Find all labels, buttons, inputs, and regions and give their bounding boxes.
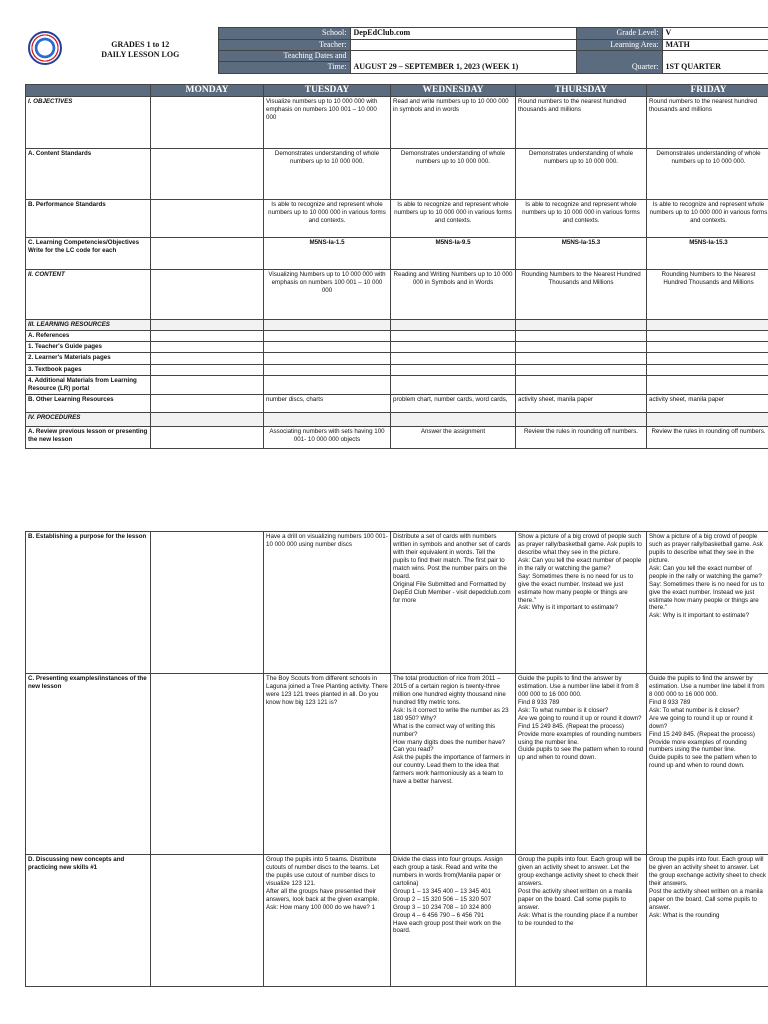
row-label: A. Content Standards [26,149,151,200]
lesson-table-page-1 [25,84,768,449]
cell-tuesday: Visualizing Numbers up to 10 000 000 with emphasis on numbers 100 001 – 10 000 000 [264,270,391,320]
cell-monday [151,855,264,987]
school-label: School: [218,28,350,40]
cell-wednesday: problem chart, number cards, word cards, [391,394,516,412]
lesson-row [26,320,768,331]
cell-wednesday [391,330,516,341]
day-header-thursday: THURSDAY [516,85,647,97]
lesson-row [26,149,768,200]
cell-tuesday [264,375,391,394]
cell-thursday: Rounding Numbers to the Nearest Hundred Thousands and Millions [516,270,647,320]
cell-monday [151,352,264,364]
cell-thursday [516,412,647,426]
cell-tuesday: Associating numbers with sets having 100 001- 10 000 000 objects [264,426,391,448]
cell-tuesday: Have a drill on visualizing numbers 100 001- 10 000 000 using number discs [264,532,391,674]
cell-thursday: M5NS-Ia-15.3 [516,238,647,270]
cell-monday [151,238,264,270]
cell-thursday [516,375,647,394]
lesson-row [26,97,768,149]
cell-wednesday: Answer the assignment [391,426,516,448]
cell-monday [151,320,264,331]
cell-friday: M5NS-Ia-15.3 [647,238,768,270]
cell-wednesday: The total production of rice from 2011 – 2015 of a certain region is twenty-three million one hundred eighty thousand nine hundred fifty metric tons. Ask: Is it correct to write the number as 23 180 950? Why? What is the correct way of writing this number? How many digits does the number have? Can you read? Ask the pupils the importance of farmers in our country. Lead them to the idea that farmers work harmoniously as a team to have a better harvest. [391,674,516,855]
cell-thursday: Is able to recognize and represent whole numbers up to 10 000 000 in various forms and contexts. [516,200,647,238]
cell-friday: Is able to recognize and represent whole numbers up to 10 000 000 in various forms and contexts. [647,200,768,238]
cell-wednesday [391,320,516,331]
cell-monday [151,674,264,855]
lesson-row [26,238,768,270]
cell-friday: Round numbers to the nearest hundred thousands and millions [647,97,768,149]
cell-tuesday [264,364,391,375]
day-header-monday: MONDAY [151,85,264,97]
lesson-table-page-2 [25,531,768,987]
lesson-row [26,412,768,426]
teacher-value [350,40,576,51]
cell-monday [151,394,264,412]
cell-wednesday [391,341,516,352]
cell-monday [151,97,264,149]
cell-tuesday [264,412,391,426]
lesson-row [26,364,768,375]
deped-seal-icon [28,31,62,65]
cell-friday [647,330,768,341]
form-title [63,28,218,74]
cell-tuesday: Visualize numbers up to 10 000 000 with emphasis on numbers 100 001 – 10 000 000 [264,97,391,149]
cell-thursday: Review the rules in rounding off numbers. [516,426,647,448]
cell-friday: Guide the pupils to find the answer by estimation. Use a number line label it from 8 000 000 to 16 000 000. Find 8 933 789 Ask: To what number is it closer? Are we going to round it up or round it down? Find 15 249 845. (Repeat the process) Provide more examples of rounding numbers using the number line. Guide pupils to see the pattern when to round up and when to round down. [647,674,768,855]
row-label: III. LEARNING RESOURCES [26,320,151,331]
row-label: 4. Additional Materials from Learning Resource (LR) portal [26,375,151,394]
row-label: II. CONTENT [26,270,151,320]
row-label: IV. PROCEDURES [26,412,151,426]
cell-tuesday: Group the pupils into 5 teams. Distribute cutouts of number discs to the teams. Let the pupils use cutout of number discs to visualize 123 121. After all the groups have presented their answers, look back at the given example. Ask: How many 100 000 do we have? 1 [264,855,391,987]
cell-thursday [516,341,647,352]
header-table [25,27,768,74]
cell-monday [151,330,264,341]
cell-friday: Demonstrates understanding of whole numbers up to 10 000 000. [647,149,768,200]
cell-wednesday: Distribute a set of cards with numbers written in symbols and another set of cards with their equivalent in words. Tell the pupils to find their match. The first pair to match wins. Post the number pairs on the board. Original File Submitted and Formatted by DepEd Club Member - visit depedclub.com for more [391,532,516,674]
cell-wednesday: Demonstrates understanding of whole numbers up to 10 000 000. [391,149,516,200]
cell-friday: Show a picture of a big crowd of people such as prayer rally/basketball game. Ask pupils to describe what they see in the picture. Ask: Can you tell the exact number of people in the rally or watching the game? Say: Sometimes there is no need for us to give the exact number. Instead we just estimate how many people or things are there." Ask: Why is it important to estimate? [647,532,768,674]
lesson-row [26,330,768,341]
row-label: I. OBJECTIVES [26,97,151,149]
dates-label-1: Teaching Dates and [218,51,350,62]
cell-friday [647,364,768,375]
cell-monday [151,149,264,200]
dates-label-2: Time: [218,62,350,73]
row-label: D. Discussing new concepts and practicing new skills #1 [26,855,151,987]
area-label: Learning Area: [576,40,662,51]
school-value: DepEdClub.com [350,28,576,40]
quarter-value: 1ST QUARTER [662,62,768,73]
quarter-label: Quarter: [576,62,662,73]
cell-wednesday [391,352,516,364]
cell-friday [647,412,768,426]
cell-friday: activity sheet, manila paper [647,394,768,412]
cell-tuesday: number discs, charts [264,394,391,412]
day-header-friday: FRIDAY [647,85,768,97]
lesson-row [26,394,768,412]
lesson-row [26,352,768,364]
cell-tuesday [264,320,391,331]
cell-tuesday [264,341,391,352]
lesson-row [26,375,768,394]
cell-wednesday [391,412,516,426]
row-label: 2. Learner's Materials pages [26,352,151,364]
lesson-row [26,341,768,352]
lesson-row [26,532,768,674]
lesson-row [26,855,768,987]
cell-monday [151,412,264,426]
cell-thursday: Show a picture of a big crowd of people such as prayer rally/basketball game. Ask pupils to describe what they see in the picture. Ask: Can you tell the exact number of people in the rally or watching the game? Say: Sometimes there is no need for us to give the exact number. Instead we just estimate how many people or things are there." Ask: Why is it important to estimate? [516,532,647,674]
row-label: B. Other Learning Resources [26,394,151,412]
cell-tuesday: Demonstrates understanding of whole numbers up to 10 000 000. [264,149,391,200]
row-label: 1. Teacher's Guide pages [26,341,151,352]
cell-thursday: Guide the pupils to find the answer by estimation. Use a number line label it from 8 000 000 to 16 000 000. Find 8 933 789 Ask: To what number is it closer? Are we going to round it up or round it down? Find 15 249 845. (Repeat the process) Provide more examples of rounding numbers using the number line. Guide pupils to see the pattern when to round up and when to round down. [516,674,647,855]
cell-thursday: activity sheet, manila paper [516,394,647,412]
title-line-2: DAILY LESSON LOG [101,50,180,60]
row-label: 3. Textbook pages [26,364,151,375]
cell-tuesday [264,330,391,341]
grade-value: V [662,28,768,40]
lesson-row [26,674,768,855]
cell-wednesday [391,375,516,394]
cell-wednesday: M5NS-Ia-9.5 [391,238,516,270]
day-header-row [26,85,768,97]
row-label: B. Establishing a purpose for the lesson [26,532,151,674]
cell-tuesday: The Boy Scouts from different schools in Laguna joined a Tree Planting activity. There were 123 121 trees planted in all. Do you know how big 123 121 is? [264,674,391,855]
cell-monday [151,341,264,352]
cell-thursday [516,364,647,375]
cell-monday [151,270,264,320]
deped-seal [25,28,63,74]
row-label: A. References [26,330,151,341]
cell-friday [647,375,768,394]
cell-monday [151,375,264,394]
cell-wednesday: Reading and Writing Numbers up to 10 000 000 in Symbols and in Words [391,270,516,320]
cell-wednesday: Divide the class into four groups. Assign each group a task. Read and write the numbers in words from(Manila paper or cartolina) Group 1 – 13 345 400 – 13 345 401 Group 2 – 15 320 506 – 15 320 507 Group 3 – 10 234 708 – 10 324 800 Group 4 – 6 456 790 – 6 456 791 Have each group post their work on the board. [391,855,516,987]
cell-friday [647,352,768,364]
cell-wednesday: Read and write numbers up to 10 000 000 in symbols and in words [391,97,516,149]
cell-friday: Rounding Numbers to the Nearest Hundred Thousands and Millions [647,270,768,320]
cell-tuesday: M5NS-Ia-1.5 [264,238,391,270]
cell-tuesday [264,352,391,364]
cell-monday [151,426,264,448]
day-header-wednesday: WEDNESDAY [391,85,516,97]
area-value: MATH [662,40,768,51]
grade-label: Grade Level: [576,28,662,40]
lesson-row [26,270,768,320]
cell-thursday [516,352,647,364]
row-label: A. Review previous lesson or presenting the new lesson [26,426,151,448]
cell-friday [647,341,768,352]
cell-thursday: Group the pupils into four. Each group will be given an activity sheet to answer. Let the group exchange activity sheet to check their answers. Post the activity sheet written on a manila paper on the board. Call some pupils to answer. Ask: What is the rounding place if a number to be rounded to the [516,855,647,987]
cell-wednesday: Is able to recognize and represent whole numbers up to 10 000 000 in various forms and contexts. [391,200,516,238]
cell-friday: Review the rules in rounding off numbers. [647,426,768,448]
cell-wednesday [391,364,516,375]
cell-tuesday: Is able to recognize and represent whole numbers up to 10 000 000 in various forms and contexts. [264,200,391,238]
cell-thursday [516,330,647,341]
cell-friday [647,320,768,331]
cell-thursday: Round numbers to the nearest hundred thousands and millions [516,97,647,149]
cell-thursday: Demonstrates understanding of whole numbers up to 10 000 000. [516,149,647,200]
row-label: C. Learning Competencies/Objectives Write for the LC code for each [26,238,151,270]
cell-friday: Group the pupils into four. Each group will be given an activity sheet to answer. Let the group exchange activity sheet to check their answers. Post the activity sheet written on a manila paper on the board. Call some pupils to answer. Ask: What is the rounding [647,855,768,987]
row-label: C. Presenting examples/instances of the new lesson [26,674,151,855]
cell-thursday [516,320,647,331]
lesson-row [26,200,768,238]
title-line-1: GRADES 1 to 12 [111,40,170,50]
row-label: B. Performance Standards [26,200,151,238]
lesson-row [26,426,768,448]
teacher-label: Teacher: [218,40,350,51]
day-header-tuesday: TUESDAY [264,85,391,97]
dates-value: AUGUST 29 – SEPTEMBER 1, 2023 (WEEK 1) [350,51,576,73]
cell-monday [151,200,264,238]
cell-monday [151,364,264,375]
cell-monday [151,532,264,674]
